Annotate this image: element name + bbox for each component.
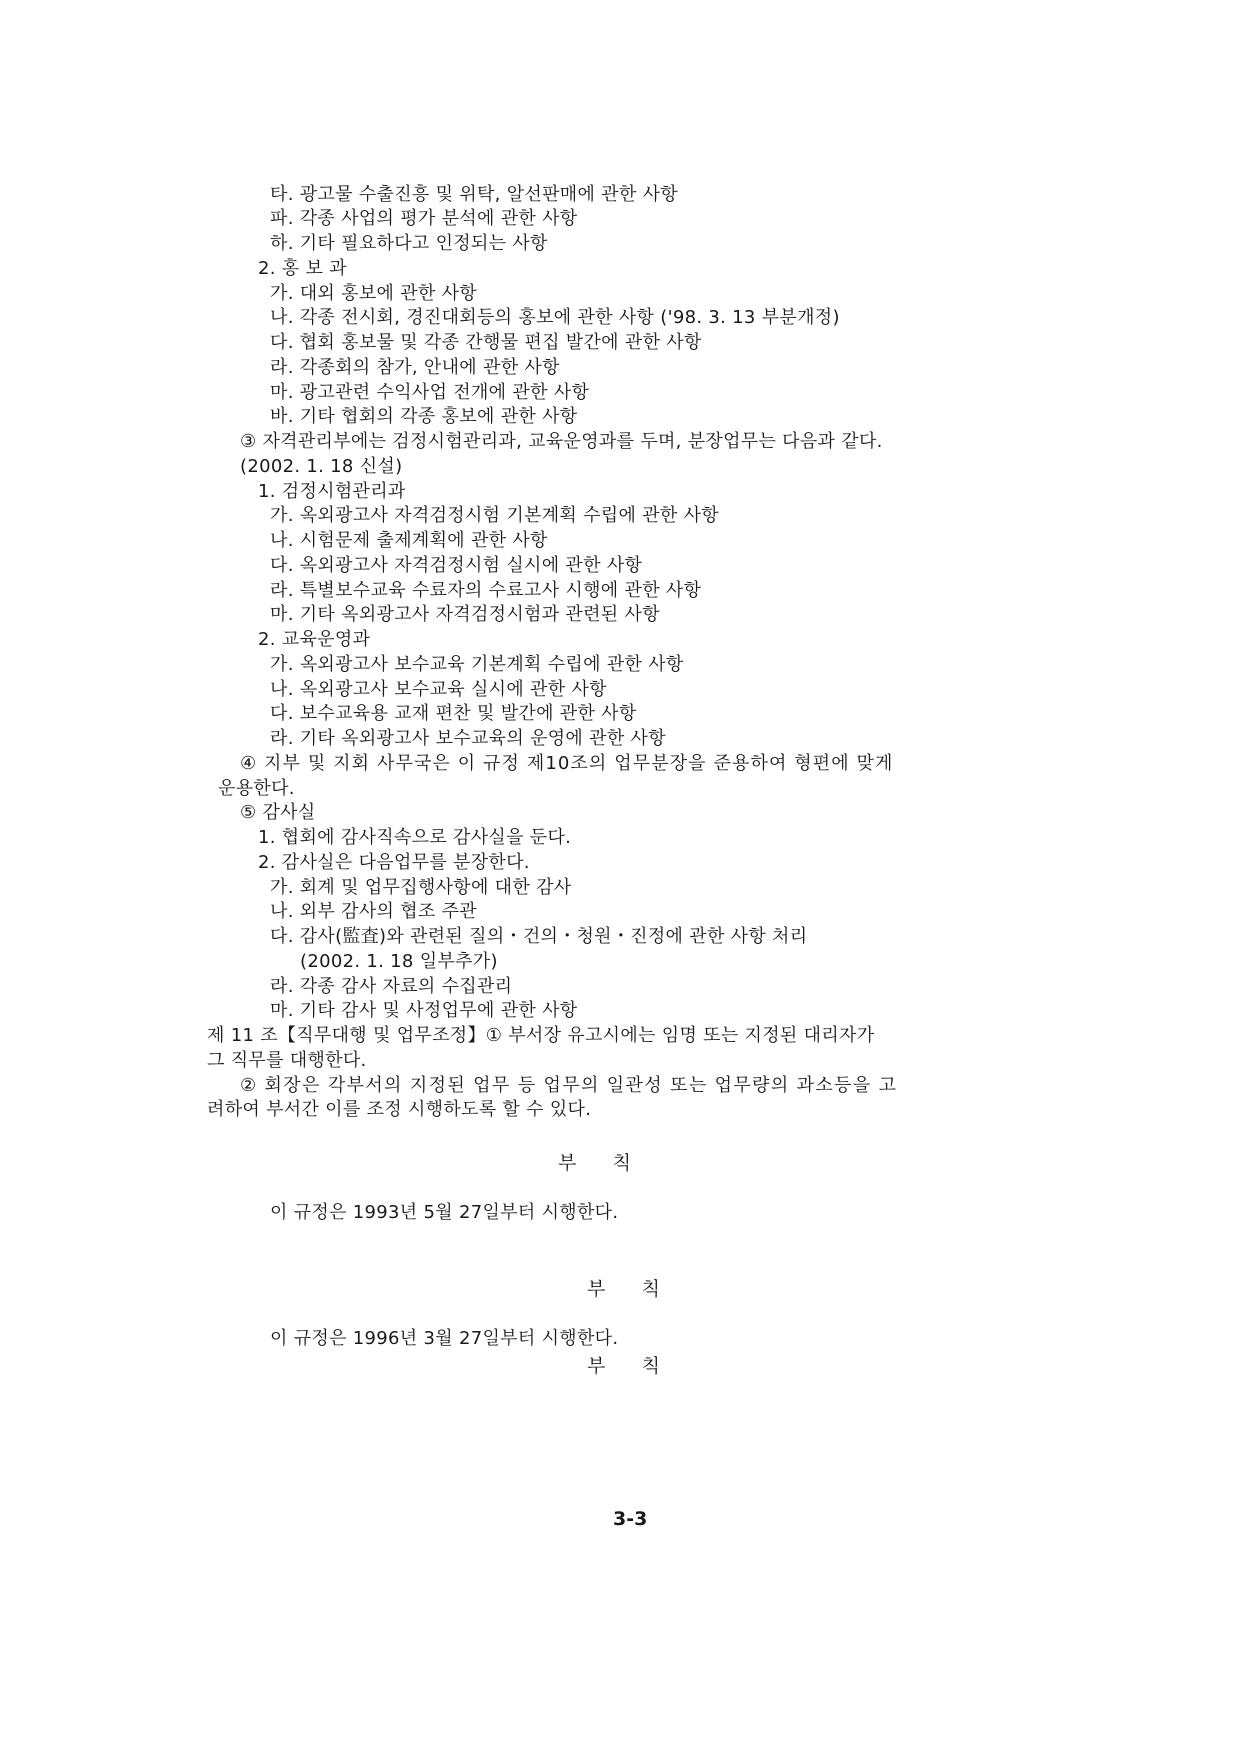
item-ra: 라. 특별보수교육 수료자의 수료고사 시행에 관한 사항 [270, 580, 702, 601]
item-ma: 마. 기타 감사 및 사정업무에 관한 사항 [270, 1000, 578, 1021]
item-ma: 마. 광고관련 수익사업 전개에 관한 사항 [270, 382, 590, 403]
item-ra: 라. 각종 감사 자료의 수집관리 [270, 976, 513, 997]
article-11: 제 11 조【직무대행 및 업무조정】① 부서장 유고시에는 임명 또는 지정된 대리자가 [207, 1025, 875, 1046]
article-11-cont: 그 직무를 대행한다. [207, 1050, 367, 1071]
supplement-text-2: 이 규정은 1996년 3월 27일부터 시행한다. [270, 1328, 619, 1349]
clause-5-item-2: 2. 감사실은 다음업무를 분장한다. [258, 852, 530, 873]
page-number: 3-3 [613, 1508, 648, 1530]
item-ma: 마. 기타 옥외광고사 자격검정시험과 관련된 사항 [270, 604, 660, 625]
clause-4: ④ 지부 및 지회 사무국은 이 규정 제10조의 업무분장을 준용하여 형편에 맞게 [240, 753, 894, 774]
item-ga: 가. 옥외광고사 자격검정시험 기본계획 수립에 관한 사항 [270, 505, 719, 526]
item-ra: 라. 각종회의 참가, 안내에 관한 사항 [270, 357, 560, 378]
section-pr-dept: 2. 홍 보 과 [258, 258, 347, 279]
article-11-clause-2-cont: 려하여 부서간 이를 조정 시행하도록 할 수 있다. [207, 1099, 592, 1120]
clause-3-date: (2002. 1. 18 신설) [240, 456, 403, 477]
item-ga: 가. 회계 및 업무집행사항에 대한 감사 [270, 877, 572, 898]
item-na: 나. 각종 전시회, 경진대회등의 홍보에 관한 사항 ('98. 3. 13 부분개정) [270, 307, 840, 328]
article-11-clause-2: ② 회장은 각부서의 지정된 업무 등 업무의 일관성 또는 업무량의 과소등을 고 [240, 1075, 898, 1096]
item-da: 다. 협회 홍보물 및 각종 간행물 편집 발간에 관한 사항 [270, 332, 702, 353]
clause-5: ⑤ 감사실 [240, 802, 316, 823]
item-da-date: (2002. 1. 18 일부추가) [300, 951, 498, 972]
item-ba: 바. 기타 협회의 각종 홍보에 관한 사항 [270, 406, 578, 427]
item-ta: 타. 광고물 수출진흥 및 위탁, 알선판매에 관한 사항 [270, 184, 678, 205]
supplement-heading-1: 부 칙 [558, 1152, 631, 1174]
item-da: 다. 옥외광고사 자격검정시험 실시에 관한 사항 [270, 555, 643, 576]
item-pa: 파. 각종 사업의 평가 분석에 관한 사항 [270, 208, 578, 229]
item-da: 다. 감사(監査)와 관련된 질의・건의・청원・진정에 관한 사항 처리 [270, 926, 808, 947]
item-ha: 하. 기타 필요하다고 인정되는 사항 [270, 233, 548, 254]
clause-4-cont: 운용한다. [218, 778, 295, 799]
item-ga: 가. 대외 홍보에 관한 사항 [270, 283, 477, 304]
supplement-heading-2: 부 칙 [587, 1278, 660, 1300]
supplement-heading-3: 부 칙 [587, 1355, 660, 1377]
item-na: 나. 외부 감사의 협조 주관 [270, 901, 477, 922]
item-ra: 라. 기타 옥외광고사 보수교육의 운영에 관한 사항 [270, 728, 666, 749]
section-exam-dept: 1. 검정시험관리과 [258, 481, 406, 502]
item-na: 나. 옥외광고사 보수교육 실시에 관한 사항 [270, 679, 607, 700]
item-ga: 가. 옥외광고사 보수교육 기본계획 수립에 관한 사항 [270, 654, 684, 675]
item-da: 다. 보수교육용 교재 편찬 및 발간에 관한 사항 [270, 703, 637, 724]
clause-5-item-1: 1. 협회에 감사직속으로 감사실을 둔다. [258, 827, 572, 848]
supplement-text-1: 이 규정은 1993년 5월 27일부터 시행한다. [270, 1202, 619, 1223]
item-na: 나. 시험문제 출제계획에 관한 사항 [270, 530, 548, 551]
clause-3: ③ 자격관리부에는 검정시험관리과, 교육운영과를 두며, 분장업무는 다음과 같다. [240, 431, 883, 452]
section-edu-dept: 2. 교육운영과 [258, 629, 371, 650]
